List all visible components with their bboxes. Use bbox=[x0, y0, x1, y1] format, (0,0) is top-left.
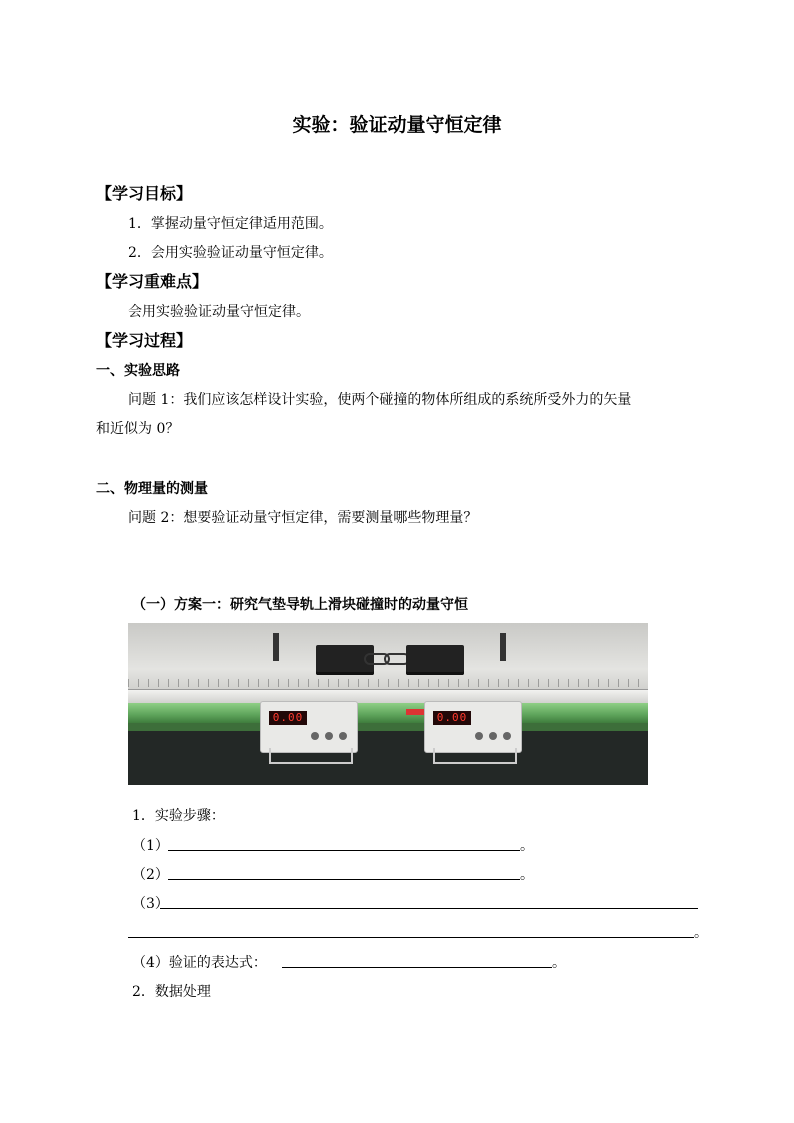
photogate-post bbox=[500, 633, 506, 661]
digital-timer-right bbox=[424, 701, 522, 753]
air-track bbox=[128, 689, 648, 704]
timer-stand bbox=[269, 748, 353, 764]
step4-period: 。 bbox=[552, 955, 566, 971]
steps-heading: 1．实验步骤： bbox=[132, 808, 225, 824]
key-points-text: 会用实验验证动量守恒定律。 bbox=[128, 304, 310, 320]
red-marker bbox=[406, 709, 424, 715]
step1-period: 。 bbox=[520, 838, 534, 854]
section2-heading: 二、物理量的测量 bbox=[96, 481, 208, 497]
step2-period: 。 bbox=[520, 867, 534, 883]
step2-label: （2） bbox=[132, 867, 169, 883]
goals-heading: 【学习目标】 bbox=[96, 184, 193, 203]
goal-item: 1．掌握动量守恒定律适用范围。 bbox=[128, 216, 333, 232]
step4-label: （4）验证的表达式： bbox=[132, 955, 267, 971]
photogate-post bbox=[273, 633, 279, 661]
timer-button bbox=[503, 732, 511, 740]
process-heading: 【学习过程】 bbox=[96, 331, 193, 350]
question1-line2: 和近似为 0？ bbox=[96, 421, 180, 437]
digital-timer-left bbox=[260, 701, 358, 753]
timer-display: 0.00 bbox=[433, 711, 471, 725]
track-rail-base bbox=[128, 723, 648, 731]
step3-blank-line1[interactable] bbox=[160, 908, 698, 909]
timer-button bbox=[475, 732, 483, 740]
step1-label: （1） bbox=[132, 838, 169, 854]
timer-button bbox=[311, 732, 319, 740]
step2-blank[interactable] bbox=[168, 879, 520, 880]
step3-blank-line2[interactable] bbox=[128, 937, 694, 938]
goal-item: 2．会用实验验证动量守恒定律。 bbox=[128, 245, 333, 261]
page-title: 实验：验证动量守恒定律 bbox=[292, 114, 502, 136]
timer-button bbox=[489, 732, 497, 740]
timer-button bbox=[325, 732, 333, 740]
step3-label: （3） bbox=[132, 896, 169, 912]
step1-blank[interactable] bbox=[168, 850, 520, 851]
step3-period: 。 bbox=[694, 925, 708, 941]
timer-display: 0.00 bbox=[269, 711, 307, 725]
question2: 问题 2：想要验证动量守恒定律，需要测量哪些物理量？ bbox=[128, 510, 478, 526]
glider-right bbox=[406, 645, 464, 675]
air-track-photo bbox=[128, 623, 648, 785]
track-rail bbox=[128, 703, 648, 723]
timer-stand bbox=[433, 748, 517, 764]
data-processing-heading: 2．数据处理 bbox=[132, 984, 211, 1000]
track-scale bbox=[128, 679, 648, 687]
timer-button bbox=[339, 732, 347, 740]
section1-heading: 一、实验思路 bbox=[96, 363, 180, 379]
table-surface bbox=[128, 731, 648, 785]
step4-blank[interactable] bbox=[282, 967, 552, 968]
key-points-heading: 【学习重难点】 bbox=[96, 272, 209, 291]
plan1-heading: （一）方案一：研究气垫导轨上滑块碰撞时的动量守恒 bbox=[132, 597, 468, 613]
question1-line1: 问题 1：我们应该怎样设计实验，使两个碰撞的物体所组成的系统所受外力的矢量 bbox=[128, 392, 632, 408]
